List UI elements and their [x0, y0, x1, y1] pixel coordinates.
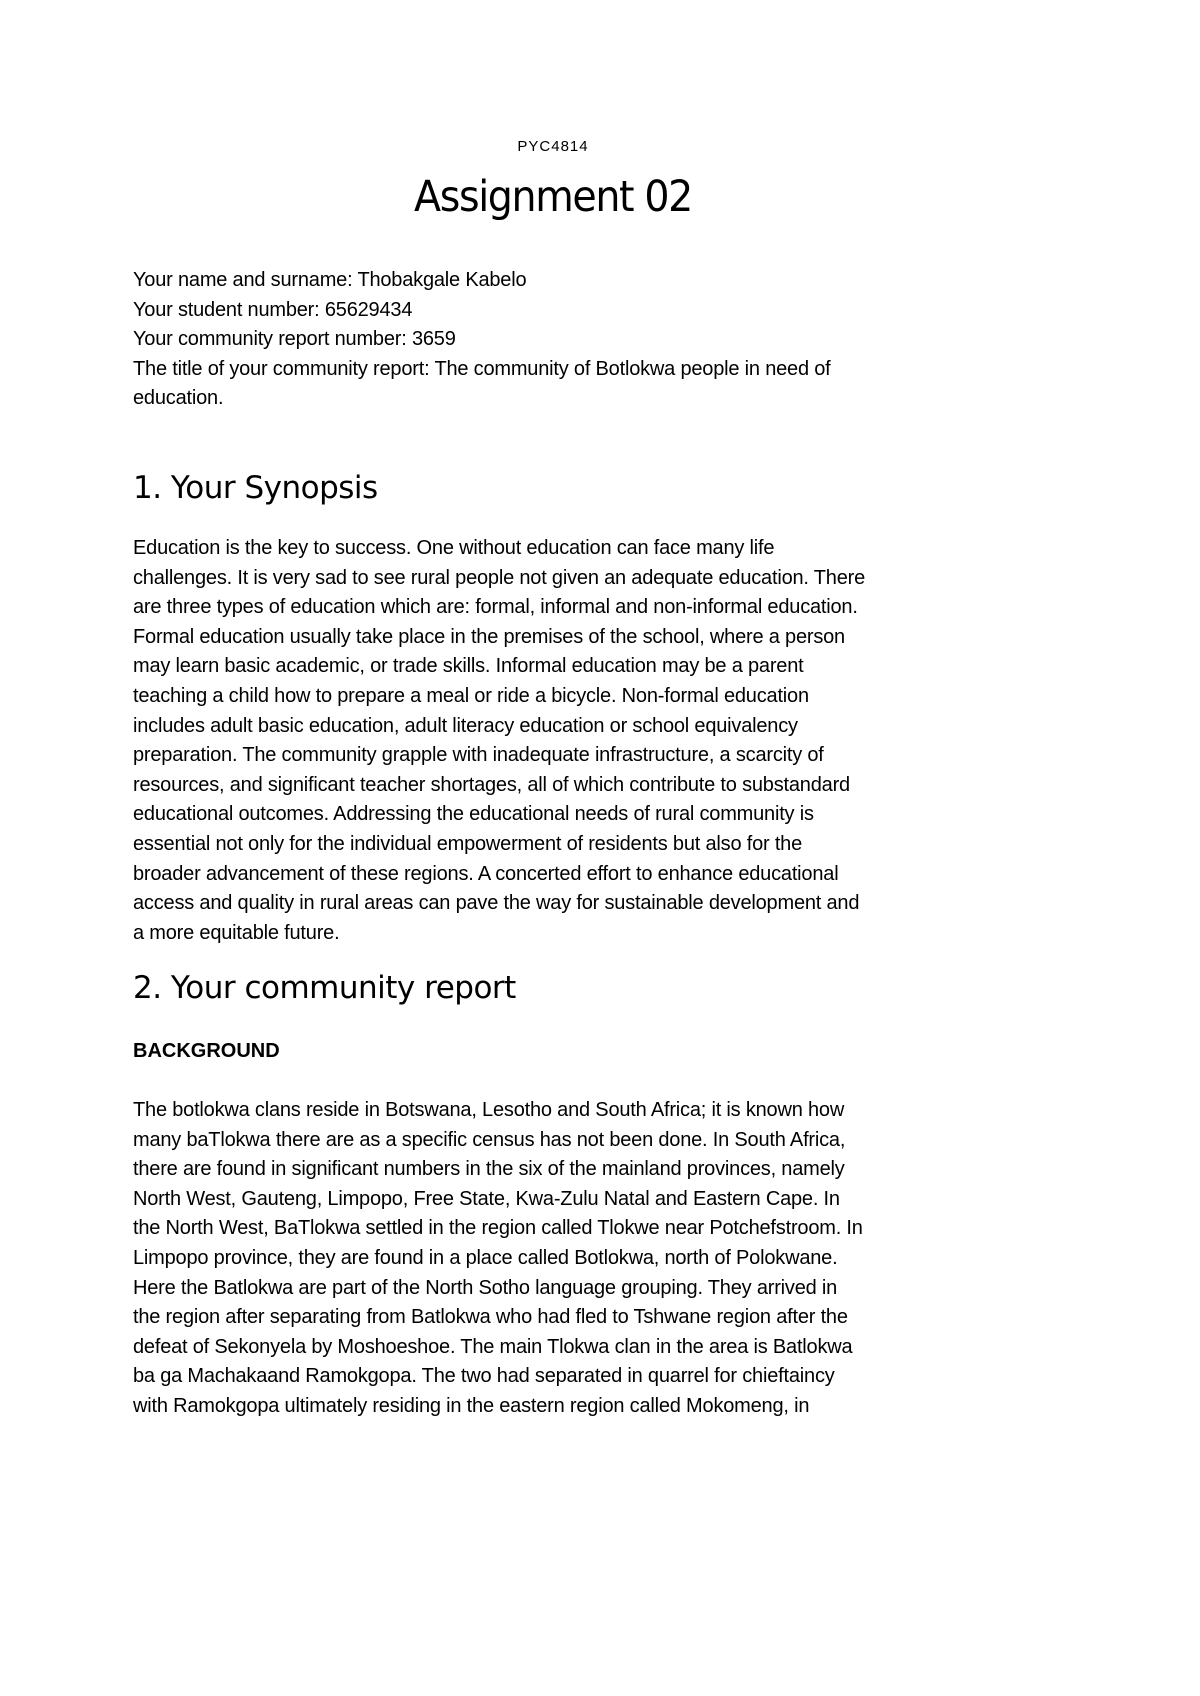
community-report-heading: 2. Your community report: [133, 970, 516, 1006]
text-line: the North West, BaTlokwa settled in the region called Tlokwe near Potchefstroom. In: [133, 1217, 863, 1240]
text-line: The botlokwa clans reside in Botswana, Lesotho and South Africa; it is known how: [133, 1099, 845, 1121]
background-paragraph: [133, 1096, 863, 1422]
document-title: Assignment 02: [414, 172, 692, 222]
synopsis-paragraph: [133, 534, 865, 948]
text-line: are three types of education which are: formal, informal and non-informal education.: [133, 596, 858, 619]
text-line: teaching a child how to prepare a meal or ride a bicycle. Non-formal education: [133, 684, 809, 707]
course-code: PYC4814: [517, 138, 589, 155]
text-line: preparation. The community grapple with inadequate infrastructure, a scarcity of: [133, 744, 824, 767]
text-line: Formal education usually take place in the premises of the school, where a person: [133, 625, 845, 648]
text-line: North West, Gauteng, Limpopo, Free State, Kwa-Zulu Natal and Eastern Cape. In: [133, 1187, 840, 1210]
text-line: defeat of Sekonyela by Moshoeshoe. The main Tlokwa clan in the area is Batlokwa: [133, 1335, 853, 1358]
text-line: Here the Batlokwa are part of the North Sotho language grouping. They arrived in: [133, 1276, 838, 1299]
text-line: resources, and significant teacher shortages, all of which contribute to substandard: [133, 773, 850, 796]
text-line: a more equitable future.: [133, 921, 340, 944]
text-line: many baTlokwa there are as a specific census has not been done. In South Africa,: [133, 1128, 846, 1151]
text-line: the region after separating from Batlokwa who had fled to Tshwane region after the: [133, 1306, 848, 1329]
info-line: Your name and surname: Thobakgale Kabelo: [133, 269, 527, 291]
info-line: Your community report number: 3659: [133, 328, 456, 351]
info-line: Your student number: 65629434: [133, 298, 413, 321]
text-line: includes adult basic education, adult literacy education or school equivalency: [133, 714, 798, 737]
text-line: with Ramokgopa ultimately residing in the eastern region called Mokomeng, in: [133, 1394, 810, 1417]
text-line: there are found in significant numbers in the six of the mainland provinces, namely: [133, 1158, 845, 1181]
synopsis-heading: 1. Your Synopsis: [133, 470, 378, 506]
text-line: broader advancement of these regions. A concerted effort to enhance educational: [133, 862, 839, 885]
text-line: ba ga Machakaand Ramokgopa. The two had separated in quarrel for chieftaincy: [133, 1365, 835, 1388]
text-line: Education is the key to success. One without education can face many life: [133, 537, 775, 559]
info-line: education.: [133, 387, 224, 410]
text-line: may learn basic academic, or trade skills. Informal education may be a parent: [133, 655, 804, 678]
text-line: educational outcomes. Addressing the educational needs of rural community is: [133, 803, 814, 826]
text-line: access and quality in rural areas can pave the way for sustainable development and: [133, 892, 860, 915]
text-line: challenges. It is very sad to see rural people not given an adequate education. There: [133, 566, 866, 589]
background-subheading: BACKGROUND: [133, 1040, 280, 1062]
info-line: The title of your community report: The community of Botlokwa people in need of: [133, 357, 831, 380]
text-line: essential not only for the individual empowerment of residents but also for the: [133, 832, 803, 855]
text-line: Limpopo province, they are found in a place called Botlokwa, north of Polokwane.: [133, 1246, 838, 1269]
student-info: [133, 266, 831, 414]
